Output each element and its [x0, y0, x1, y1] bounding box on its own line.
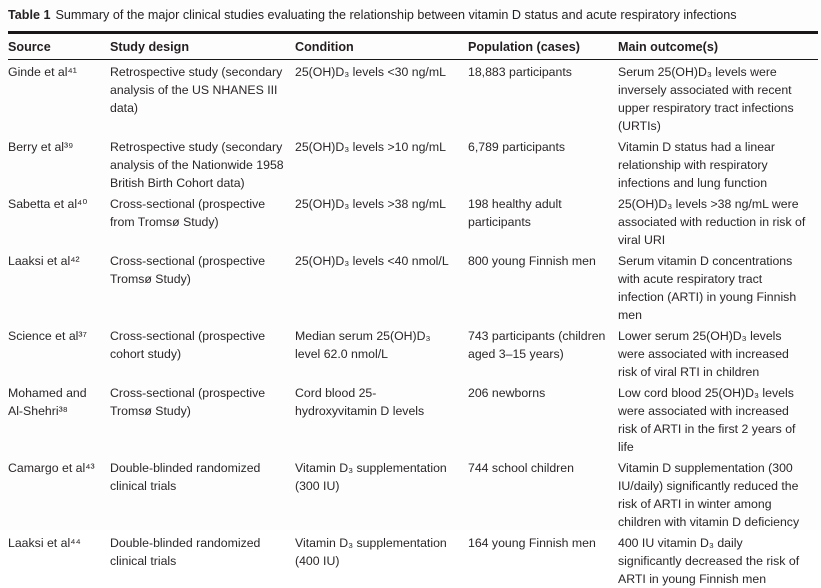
cell-source: Laaksi et al⁴² — [8, 249, 110, 324]
cell-population: 743 participants (children aged 3–15 years) — [468, 324, 618, 381]
cell-population: 6,789 participants — [468, 135, 618, 192]
cell-condition: 25(OH)D₃ levels <40 nmol/L — [295, 249, 468, 324]
cell-population: 18,883 participants — [468, 60, 618, 136]
cell-source: Laaksi et al⁴⁴ — [8, 531, 110, 588]
table-row — [8, 381, 818, 456]
cell-condition: 25(OH)D₃ levels >38 ng/mL — [295, 192, 468, 249]
table-row — [8, 192, 818, 249]
table-row — [8, 531, 818, 588]
cell-study-design: Cross-sectional (prospective from Tromsø Study) — [110, 192, 295, 249]
cell-main-outcome: Serum vitamin D concentrations with acute respiratory tract infection (ARTI) in young Finnish men — [618, 249, 818, 324]
cell-main-outcome: Low cord blood 25(OH)D₃ levels were associated with increased risk of ARTI in the first 2 years of life — [618, 381, 818, 456]
cell-study-design: Cross-sectional (prospective Tromsø Study) — [110, 249, 295, 324]
table-row — [8, 60, 818, 136]
table-row — [8, 135, 818, 192]
column-header-condition: Condition — [295, 33, 468, 60]
table-row — [8, 324, 818, 381]
cell-main-outcome: Lower serum 25(OH)D₃ levels were associated with increased risk of viral RTI in children — [618, 324, 818, 381]
cell-source: Sabetta et al⁴⁰ — [8, 192, 110, 249]
cell-population: 164 young Finnish men — [468, 531, 618, 588]
cell-study-design: Cross-sectional (prospective Tromsø Study) — [110, 381, 295, 456]
cell-main-outcome: Serum 25(OH)D₃ levels were inversely associated with recent upper respiratory tract infections (URTIs) — [618, 60, 818, 136]
cell-condition: Cord blood 25-hydroxyvitamin D levels — [295, 381, 468, 456]
table-number-label: Table 1 — [8, 8, 50, 22]
column-header-population: Population (cases) — [468, 33, 618, 60]
cell-study-design: Double-blinded randomized clinical trials — [110, 456, 295, 531]
cell-source: Berry et al³⁹ — [8, 135, 110, 192]
table-title — [8, 7, 818, 24]
cell-population: 206 newborns — [468, 381, 618, 456]
clinical-studies-table — [8, 31, 818, 588]
column-header-source: Source — [8, 33, 110, 60]
cell-study-design: Cross-sectional (prospective cohort study) — [110, 324, 295, 381]
cell-main-outcome: 400 IU vitamin D₃ daily significantly decreased the risk of ARTI in young Finnish men — [618, 531, 818, 588]
cell-source: Science et al³⁷ — [8, 324, 110, 381]
cell-source: Mohamed and Al-Shehri³⁸ — [8, 381, 110, 456]
cell-population: 198 healthy adult participants — [468, 192, 618, 249]
cell-population: 800 young Finnish men — [468, 249, 618, 324]
table-body — [8, 60, 818, 588]
cell-condition: Vitamin D₃ supplementation (300 IU) — [295, 456, 468, 531]
cell-condition: Median serum 25(OH)D₃ level 62.0 nmol/L — [295, 324, 468, 381]
cell-source: Camargo et al⁴³ — [8, 456, 110, 531]
cell-study-design: Double-blinded randomized clinical trials — [110, 531, 295, 588]
cell-study-design: Retrospective study (secondary analysis of the Nationwide 1958 British Birth Cohort data) — [110, 135, 295, 192]
cell-population: 744 school children — [468, 456, 618, 531]
cell-condition: 25(OH)D₃ levels <30 ng/mL — [295, 60, 468, 136]
cell-main-outcome: Vitamin D supplementation (300 IU/daily) significantly reduced the risk of ARTI in winter among children with vitamin D deficiency — [618, 456, 818, 531]
cell-condition: Vitamin D₃ supplementation (400 IU) — [295, 531, 468, 588]
cell-condition: 25(OH)D₃ levels >10 ng/mL — [295, 135, 468, 192]
table-caption-text: Summary of the major clinical studies evaluating the relationship between vitamin D status and acute respiratory infections — [55, 8, 736, 22]
table-row — [8, 249, 818, 324]
header-row — [8, 33, 818, 60]
cell-study-design: Retrospective study (secondary analysis of the US NHANES III data) — [110, 60, 295, 136]
cell-source: Ginde et al⁴¹ — [8, 60, 110, 136]
column-header-main-outcome: Main outcome(s) — [618, 33, 818, 60]
cell-main-outcome: Vitamin D status had a linear relationship with respiratory infections and lung function — [618, 135, 818, 192]
column-header-study-design: Study design — [110, 33, 295, 60]
cell-main-outcome: 25(OH)D₃ levels >38 ng/mL were associated with reduction in risk of viral URI — [618, 192, 818, 249]
table-row — [8, 456, 818, 531]
